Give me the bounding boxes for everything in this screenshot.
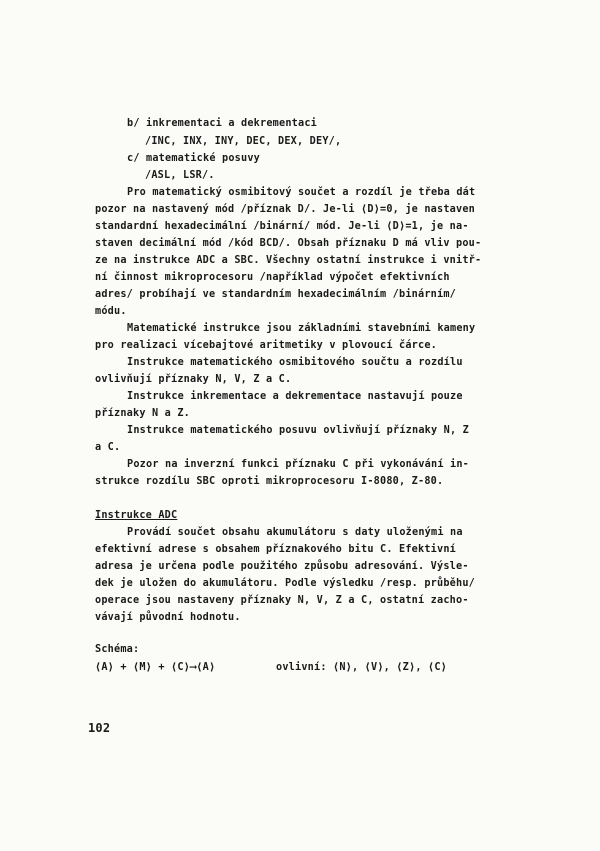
list-item: /INC, INX, INY, DEC, DEX, DEY/, xyxy=(145,136,342,147)
section-heading: Instrukce ADC xyxy=(95,510,178,521)
schema-formula: ⟨A⟩ + ⟨M⟩ + ⟨C⟩⟶⟨A⟩ xyxy=(95,662,216,673)
paragraph-line: staven decimální mód /kód BCD/. Obsah příznaku D má vliv pou- xyxy=(95,238,482,249)
paragraph-line: adres/ probíhají ve standardním hexadecimálním /binárním/ xyxy=(95,289,457,300)
paragraph-line: příznaky N a Z. xyxy=(95,408,191,419)
paragraph-line: Instrukce inkrementace a dekrementace nastavují pouze xyxy=(127,391,463,402)
paragraph-line: pozor na nastavený mód /příznak D/. Je-li ⟨D⟩=0, je nastaven xyxy=(95,204,476,215)
paragraph-line: Matematické instrukce jsou základními stavebními kameny xyxy=(127,323,476,334)
paragraph-line: pro realizaci vícebajtové aritmetiky v plovoucí čárce. xyxy=(95,340,438,351)
paragraph-line: Pozor na inverzní funkci příznaku C při vykonávání in- xyxy=(127,459,470,470)
paragraph-line: adresa je určena podle použitého způsobu adresování. Výsle- xyxy=(95,561,469,572)
paragraph-line: dek je uložen do akumulátoru. Podle výsledku /resp. průběhu/ xyxy=(95,578,476,589)
list-item: b/ inkrementaci a dekrementaci xyxy=(127,118,318,129)
paragraph-line: operace jsou nastaveny příznaky N, V, Z a C, ostatní zacho- xyxy=(95,595,469,606)
paragraph-line: standardní hexadecimální /binární/ mód. Je-li ⟨D⟩=1, je na- xyxy=(95,221,469,232)
paragraph-line: Pro matematický osmibitový součet a rozdíl je třeba dát xyxy=(127,187,476,198)
paragraph-line: a C. xyxy=(95,442,121,453)
paragraph-line: vávají původní hodnotu. xyxy=(95,612,241,623)
paragraph-line: ze na instrukce ADC a SBC. Všechny ostatní instrukce i vnitř- xyxy=(95,255,482,266)
paragraph-line: Instrukce matematického posuvu ovlivňují příznaky N, Z xyxy=(127,425,470,436)
paragraph-line: strukce rozdílu SBC oproti mikroprocesoru I-8080, Z-80. xyxy=(95,476,444,487)
paragraph-line: efektivní adrese s obsahem příznakového bitu C. Efektivní xyxy=(95,544,457,555)
schema-affects: ovlivní: ⟨N⟩, ⟨V⟩, ⟨Z⟩, ⟨C⟩ xyxy=(276,662,448,673)
list-item: /ASL, LSR/. xyxy=(145,170,215,181)
page-number: 102 xyxy=(88,721,111,735)
paragraph-line: ní činnost mikroprocesoru /například výpočet efektivních xyxy=(95,272,450,283)
paragraph-line: Instrukce matematického osmibitového součtu a rozdílu xyxy=(127,357,463,368)
schema-label: Schéma: xyxy=(95,644,140,655)
paragraph-line: módu. xyxy=(95,306,127,317)
list-item: c/ matematické posuvy xyxy=(127,153,261,164)
paragraph-line: Provádí součet obsahu akumulátoru s daty uloženými na xyxy=(127,527,463,538)
paragraph-line: ovlivňují příznaky N, V, Z a C. xyxy=(95,374,292,385)
